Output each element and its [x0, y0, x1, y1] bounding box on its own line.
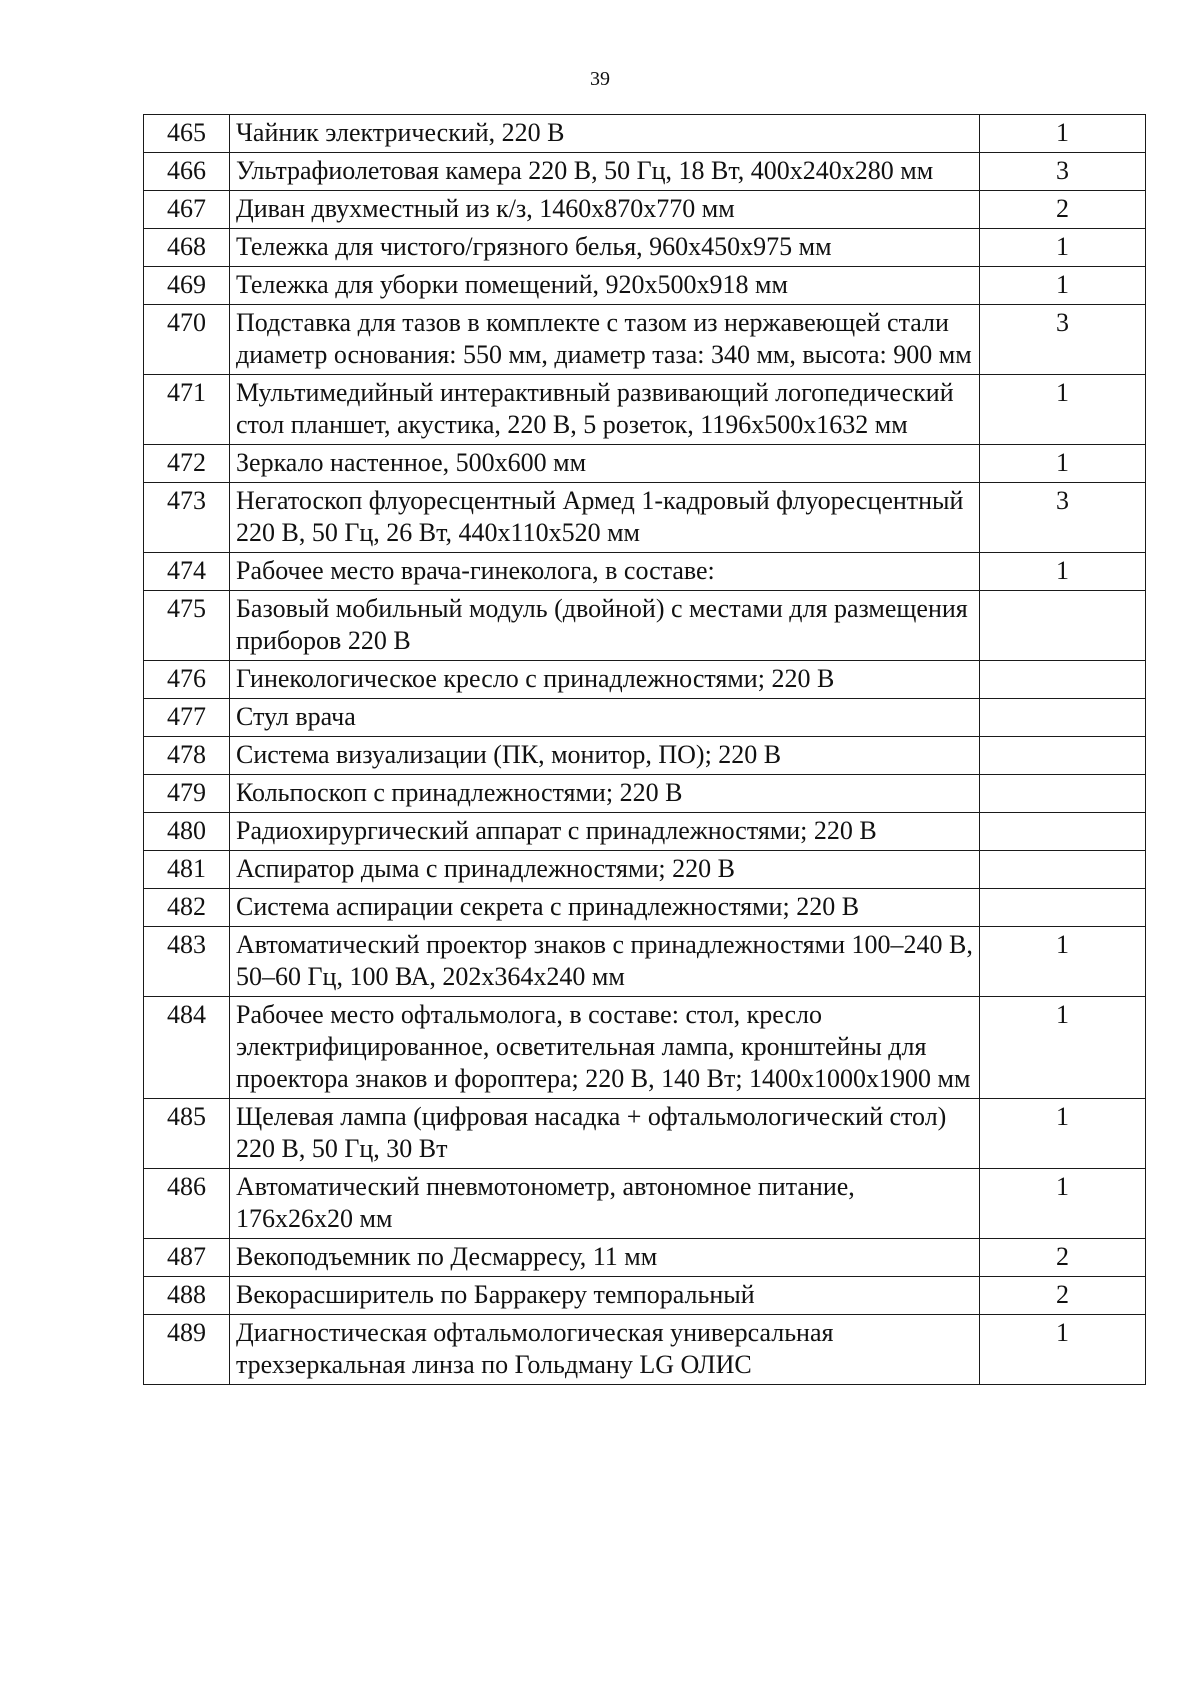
- item-quantity-cell: 1: [980, 927, 1146, 997]
- item-quantity-cell: 3: [980, 153, 1146, 191]
- table-row: [144, 1277, 1146, 1315]
- item-name-cell: Рабочее место офтальмолога, в составе: стол, кресло электрифицированное, осветительная лампа, кронштейны для проектора знаков и фороптера; 220 В, 140 Вт; 1400х1000х1900 мм: [230, 997, 980, 1099]
- item-name-cell: Система аспирации секрета с принадлежностями; 220 В: [230, 889, 980, 927]
- table-row: [144, 591, 1146, 661]
- item-quantity-cell: 3: [980, 483, 1146, 553]
- item-name-cell: Подставка для тазов в комплекте с тазом из нержавеющей стали диаметр основания: 550 мм, диаметр таза: 340 мм, высота: 900 мм: [230, 305, 980, 375]
- table-row: [144, 267, 1146, 305]
- item-quantity-cell: [980, 851, 1146, 889]
- item-name-cell: Рабочее место врача-гинеколога, в составе:: [230, 553, 980, 591]
- item-quantity-cell: [980, 813, 1146, 851]
- table-row: [144, 699, 1146, 737]
- item-name-cell: Мультимедийный интерактивный развивающий логопедический стол планшет, акустика, 220 В, 5 розеток, 1196х500х1632 мм: [230, 375, 980, 445]
- item-quantity-cell: 1: [980, 445, 1146, 483]
- item-name-cell: Векоподъемник по Десмарресу, 11 мм: [230, 1239, 980, 1277]
- item-name-cell: Щелевая лампа (цифровая насадка + офтальмологический стол) 220 В, 50 Гц, 30 Вт: [230, 1099, 980, 1169]
- item-quantity-cell: [980, 889, 1146, 927]
- table-row: [144, 483, 1146, 553]
- item-quantity-cell: 1: [980, 997, 1146, 1099]
- item-name-cell: Векорасширитель по Барракеру темпоральный: [230, 1277, 980, 1315]
- table-row: [144, 375, 1146, 445]
- row-number-cell: 483: [144, 927, 230, 997]
- item-quantity-cell: 1: [980, 1169, 1146, 1239]
- table-row: [144, 153, 1146, 191]
- equipment-table: [143, 114, 1146, 1385]
- item-quantity-cell: 1: [980, 267, 1146, 305]
- item-name-cell: Тележка для чистого/грязного белья, 960х450х975 мм: [230, 229, 980, 267]
- item-quantity-cell: [980, 775, 1146, 813]
- item-name-cell: Гинекологическое кресло с принадлежностями; 220 В: [230, 661, 980, 699]
- item-quantity-cell: [980, 699, 1146, 737]
- item-name-cell: Ультрафиолетовая камера 220 В, 50 Гц, 18 Вт, 400х240х280 мм: [230, 153, 980, 191]
- page-number: 39: [590, 68, 610, 90]
- table-row: [144, 229, 1146, 267]
- item-quantity-cell: 2: [980, 191, 1146, 229]
- item-quantity-cell: 1: [980, 1099, 1146, 1169]
- row-number-cell: 478: [144, 737, 230, 775]
- item-quantity-cell: 1: [980, 375, 1146, 445]
- item-name-cell: Автоматический проектор знаков с принадлежностями 100–240 В, 50–60 Гц, 100 ВА, 202х364х240 мм: [230, 927, 980, 997]
- table-row: [144, 553, 1146, 591]
- table-row: [144, 1169, 1146, 1239]
- table-row: [144, 813, 1146, 851]
- item-quantity-cell: 3: [980, 305, 1146, 375]
- table-row: [144, 851, 1146, 889]
- row-number-cell: 473: [144, 483, 230, 553]
- row-number-cell: 487: [144, 1239, 230, 1277]
- row-number-cell: 489: [144, 1315, 230, 1385]
- row-number-cell: 486: [144, 1169, 230, 1239]
- table-row: [144, 445, 1146, 483]
- item-quantity-cell: [980, 737, 1146, 775]
- item-quantity-cell: [980, 591, 1146, 661]
- row-number-cell: 484: [144, 997, 230, 1099]
- table-row: [144, 997, 1146, 1099]
- item-quantity-cell: 1: [980, 115, 1146, 153]
- item-name-cell: Диагностическая офтальмологическая универсальная трехзеркальная линза по Гольдману LG ОЛИС: [230, 1315, 980, 1385]
- item-quantity-cell: [980, 661, 1146, 699]
- table-row: [144, 191, 1146, 229]
- row-number-cell: 476: [144, 661, 230, 699]
- item-quantity-cell: 1: [980, 229, 1146, 267]
- table-row: [144, 305, 1146, 375]
- item-name-cell: Негатоскоп флуоресцентный Армед 1-кадровый флуоресцентный 220 В, 50 Гц, 26 Вт, 440х110х520 мм: [230, 483, 980, 553]
- table-row: [144, 661, 1146, 699]
- table-row: [144, 1239, 1146, 1277]
- item-name-cell: Тележка для уборки помещений, 920х500х918 мм: [230, 267, 980, 305]
- row-number-cell: 467: [144, 191, 230, 229]
- item-name-cell: Зеркало настенное, 500х600 мм: [230, 445, 980, 483]
- item-name-cell: Радиохирургический аппарат с принадлежностями; 220 В: [230, 813, 980, 851]
- item-name-cell: Аспиратор дыма с принадлежностями; 220 В: [230, 851, 980, 889]
- row-number-cell: 470: [144, 305, 230, 375]
- row-number-cell: 471: [144, 375, 230, 445]
- item-name-cell: Чайник электрический, 220 В: [230, 115, 980, 153]
- table-row: [144, 889, 1146, 927]
- row-number-cell: 465: [144, 115, 230, 153]
- row-number-cell: 466: [144, 153, 230, 191]
- row-number-cell: 481: [144, 851, 230, 889]
- table-row: [144, 737, 1146, 775]
- item-quantity-cell: 1: [980, 1315, 1146, 1385]
- row-number-cell: 488: [144, 1277, 230, 1315]
- item-quantity-cell: 1: [980, 553, 1146, 591]
- equipment-table-body: [144, 115, 1146, 1385]
- item-name-cell: Базовый мобильный модуль (двойной) с местами для размещения приборов 220 В: [230, 591, 980, 661]
- item-quantity-cell: 2: [980, 1239, 1146, 1277]
- table-row: [144, 115, 1146, 153]
- table-row: [144, 927, 1146, 997]
- row-number-cell: 474: [144, 553, 230, 591]
- row-number-cell: 469: [144, 267, 230, 305]
- table-row: [144, 1315, 1146, 1385]
- row-number-cell: 472: [144, 445, 230, 483]
- item-name-cell: Диван двухместный из к/з, 1460х870х770 мм: [230, 191, 980, 229]
- item-quantity-cell: 2: [980, 1277, 1146, 1315]
- row-number-cell: 480: [144, 813, 230, 851]
- item-name-cell: Стул врача: [230, 699, 980, 737]
- item-name-cell: Автоматический пневмотонометр, автономное питание, 176х26х20 мм: [230, 1169, 980, 1239]
- item-name-cell: Система визуализации (ПК, монитор, ПО); 220 В: [230, 737, 980, 775]
- table-row: [144, 775, 1146, 813]
- row-number-cell: 475: [144, 591, 230, 661]
- row-number-cell: 482: [144, 889, 230, 927]
- table-row: [144, 1099, 1146, 1169]
- row-number-cell: 485: [144, 1099, 230, 1169]
- row-number-cell: 479: [144, 775, 230, 813]
- row-number-cell: 468: [144, 229, 230, 267]
- row-number-cell: 477: [144, 699, 230, 737]
- item-name-cell: Кольпоскоп с принадлежностями; 220 В: [230, 775, 980, 813]
